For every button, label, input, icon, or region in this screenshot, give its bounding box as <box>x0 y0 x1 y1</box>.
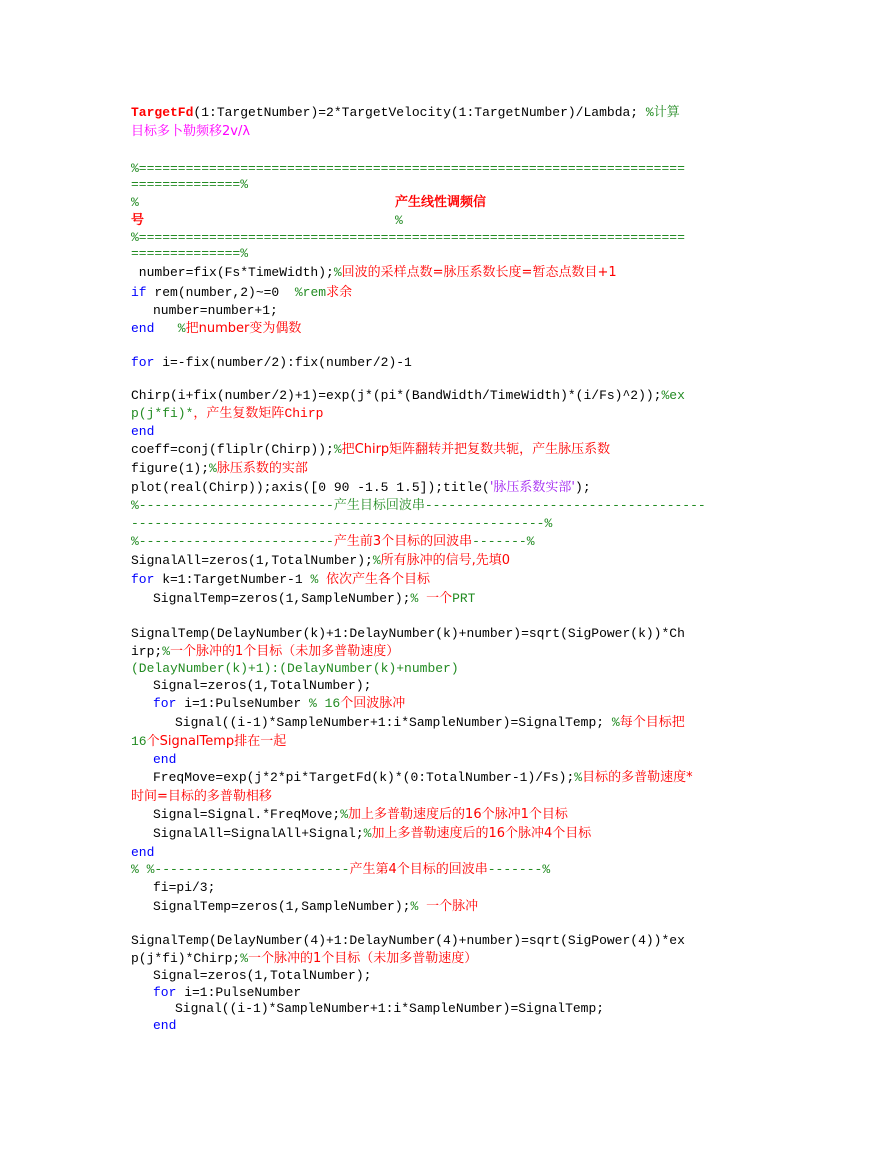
code-line: end <box>153 752 177 767</box>
code-line: figure(1);%脉压系数的实部 <box>131 461 308 476</box>
section-title-cont: 号 <box>131 213 145 228</box>
code-line: for i=1:PulseNumber <box>153 985 302 1000</box>
code-line: coeff=conj(fliplr(Chirp));%把Chirp矩阵翻转并把复数共轭，产生脉压系数 <box>131 442 611 457</box>
code-line: for i=-fix(number/2):fix(number/2)-1 <box>131 355 412 370</box>
code-line: number=number+1; <box>153 303 278 318</box>
code-line: %-------------------------产生目标回波串------------------------------------ <box>131 498 706 513</box>
section-comment: % <box>131 195 139 210</box>
code-line: number=fix(Fs*TimeWidth);%回波的采样点数=脉压系数长度=暂态点数目+1 <box>131 265 617 280</box>
code-line: %-------------------------产生前3个目标的回波串-------% <box>131 534 535 549</box>
comment-divider: -----------------------------------------------------% <box>131 516 553 531</box>
code-line: for k=1:TargetNumber-1 % 依次产生各个目标 <box>131 572 431 587</box>
code-line: 目标多卜勒频移2v/λ <box>131 124 251 139</box>
code-line: plot(real(Chirp));axis([0 90 -1.5 1.5]);title('脉压系数实部'); <box>131 480 591 495</box>
code-line: SignalTemp=zeros(1,SampleNumber);% 一个脉冲 <box>153 899 479 914</box>
code-line: for i=1:PulseNumber % 16个回波脉冲 <box>153 696 406 711</box>
comment-divider: ==============% <box>131 177 249 192</box>
code-line: p(j*fi)*，产生复数矩阵Chirp <box>131 406 324 421</box>
code-line: end <box>131 845 155 860</box>
code-line: 时间=目标的多普勒相移 <box>131 789 272 804</box>
code-line: 16个SignalTemp排在一起 <box>131 734 287 749</box>
code-line: Signal=zeros(1,TotalNumber); <box>153 968 372 983</box>
code-line: end <box>153 1018 177 1033</box>
code-line: Signal((i-1)*SampleNumber+1:i*SampleNumber)=SignalTemp; %每个目标把 <box>175 715 685 730</box>
code-line: Signal((i-1)*SampleNumber+1:i*SampleNumber)=SignalTemp; <box>175 1001 605 1016</box>
code-line: Chirp(i+fix(number/2)+1)=exp(j*(pi*(BandWidth/TimeWidth)*(i/Fs)^2));%ex <box>131 388 685 403</box>
code-line: Signal=Signal.*FreqMove;%加上多普勒速度后的16个脉冲1个目标 <box>153 807 568 822</box>
code-line: FreqMove=exp(j*2*pi*TargetFd(k)*(0:TotalNumber-1)/Fs);%目标的多普勒速度* <box>153 770 693 785</box>
code-line: TargetFd(1:TargetNumber)=2*TargetVelocity(1:TargetNumber)/Lambda; %计算 <box>131 105 680 120</box>
code-line: if rem(number,2)~=0 %rem求余 <box>131 285 353 300</box>
code-line: (DelayNumber(k)+1):(DelayNumber(k)+number) <box>131 661 459 676</box>
section-comment: % <box>395 213 403 228</box>
comment-divider: %====================================================================== <box>131 161 685 176</box>
code-line: % %-------------------------产生第4个目标的回波串-------% <box>131 862 551 877</box>
code-line: SignalTemp(DelayNumber(4)+1:DelayNumber(4)+number)=sqrt(SigPower(4))*ex <box>131 933 685 948</box>
section-title: 产生线性调频信 <box>395 195 487 210</box>
code-line: irp;%一个脉冲的1个目标（未加多普勒速度） <box>131 644 400 659</box>
comment-divider: ==============% <box>131 246 249 261</box>
code-line: SignalTemp=zeros(1,SampleNumber);% 一个PRT <box>153 591 476 606</box>
code-line: SignalAll=zeros(1,TotalNumber);%所有脉冲的信号,先填0 <box>131 553 511 568</box>
code-line: end %把number变为偶数 <box>131 321 302 336</box>
code-line: SignalAll=SignalAll+Signal;%加上多普勒速度后的16个脉冲4个目标 <box>153 826 592 841</box>
code-line: fi=pi/3; <box>153 880 216 895</box>
code-line: end <box>131 424 155 439</box>
comment-divider: %====================================================================== <box>131 230 685 245</box>
code-line: p(j*fi)*Chirp;%一个脉冲的1个目标（未加多普勒速度） <box>131 951 478 966</box>
code-line: SignalTemp(DelayNumber(k)+1:DelayNumber(k)+number)=sqrt(SigPower(k))*Ch <box>131 626 685 641</box>
code-line: Signal=zeros(1,TotalNumber); <box>153 678 372 693</box>
